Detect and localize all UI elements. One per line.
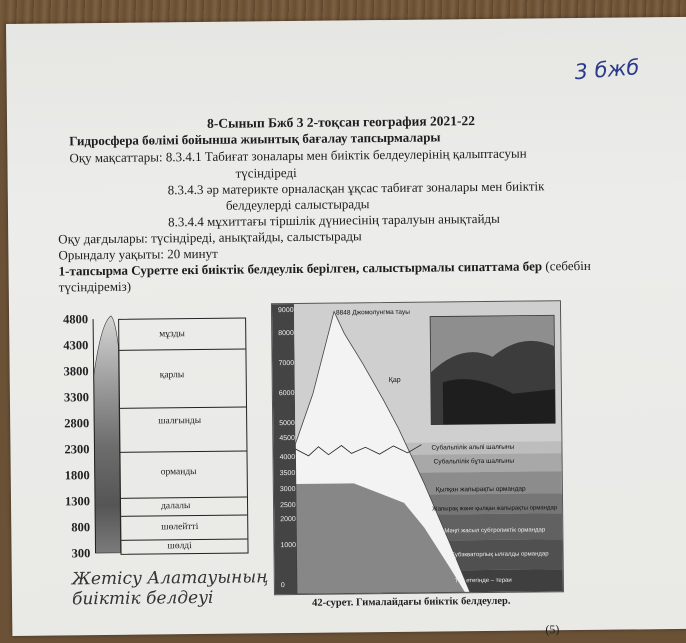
zone-row — [119, 349, 246, 408]
axis-tick: 7000 — [278, 360, 295, 368]
zone-label: далалы — [161, 501, 191, 512]
himalaya-diagram — [272, 301, 563, 594]
zone-label: Тау етегінде – тераи — [454, 577, 512, 585]
zone-row — [119, 319, 245, 350]
time-line: Орындалу уақыты: 20 минут — [58, 245, 218, 263]
zone-label: Қылқан жапырақты ормандар — [435, 485, 526, 494]
zone-label: Жапырақ және қылқан жапырақты ормандар — [432, 505, 558, 513]
peak-label: 8848 Джомолунгма тауы — [336, 308, 410, 317]
zhetysu-caption — [72, 567, 269, 609]
axis-tick: 1300 — [64, 494, 91, 509]
objective-item: 8.3.4.4 мұхиттағы тіршілік дүниесінің таралуын анықтайды — [168, 210, 500, 230]
task-1-line-2: түсіндіреміз) — [58, 278, 132, 295]
axis-tick: 0 — [280, 582, 285, 590]
caption-line: биіктік белдеуі — [71, 587, 214, 610]
axis-tick: 2300 — [64, 442, 90, 457]
zone-row — [121, 497, 247, 516]
objective-item: 8.3.4.1 Табиғат зоналары мен биіктік белдеулерінің қалыптасуын — [165, 145, 527, 165]
axis-tick: 2500 — [280, 501, 296, 510]
axis-tick: 6000 — [278, 389, 295, 398]
zone-label: орманды — [160, 467, 197, 478]
objective-item: түсіндіреді — [235, 164, 297, 181]
axis-tick: 2800 — [64, 416, 90, 431]
axis-tick: 3000 — [279, 485, 296, 494]
zone-row — [121, 539, 247, 554]
handwritten-note: 3 бжб — [573, 55, 641, 85]
task-1-bold: 1-тапсырма Суретте екі биіктік белдеулік берілген, салыстырмалы сипаттама бер — [58, 258, 543, 279]
zone-label: шөлді — [167, 541, 192, 552]
snow-label: Қар — [388, 376, 401, 385]
zone-label: қарлы — [159, 370, 185, 381]
axis-tick: 4500 — [279, 434, 295, 443]
himalaya-caption: 42-сурет. Гималайдағы биіктік белдеулер. — [312, 595, 511, 609]
zone-label: Мәңгі жасыл субтропиктік ормандар — [444, 527, 546, 535]
zone-label: Субальпілік бұта шалғыны — [433, 457, 515, 466]
axis-tick: 5000 — [279, 419, 295, 428]
zone-table — [118, 318, 248, 555]
zone-label: Субэкваторлық ылғалды ормандар — [450, 551, 549, 559]
axis-tick: 300 — [71, 546, 91, 561]
axis-tick: 3500 — [279, 469, 296, 478]
skills-line: Оқу дағдылары: түсіндіреді, анықтайды, салыстырады — [58, 228, 362, 247]
axis-tick: 2000 — [280, 515, 296, 524]
zone-row — [120, 407, 246, 452]
himalaya-altitude-figure — [271, 300, 564, 595]
zone-label: мұзды — [159, 329, 185, 340]
zhetysu-altitude-figure — [49, 304, 252, 566]
zone-label: шалғынды — [158, 415, 202, 427]
axis-tick: 800 — [71, 520, 91, 535]
objective-item: 8.3.4.3 әр материкте орналасқан ұқсас табиғат зоналары мен биіктік — [167, 178, 545, 198]
page-score: (5) — [545, 622, 560, 637]
axis-tick: 3300 — [63, 390, 89, 405]
axis-tick: 4000 — [279, 453, 296, 462]
zone-label: Субальпілік альпі шалғыны — [431, 443, 515, 452]
zone-row — [121, 515, 247, 540]
axis-tick: 4800 — [63, 312, 89, 327]
axis-tick: 9000 — [277, 307, 294, 315]
worksheet-page — [6, 17, 686, 636]
axis-tick: 1000 — [280, 541, 297, 550]
objectives-line-1 — [69, 146, 526, 167]
axis-tick: 1800 — [64, 468, 90, 483]
worksheet-subtitle: Гидросфера бөлімі бойынша жиынтық бағалау тапсырмалары — [69, 129, 441, 149]
axis-tick: 4300 — [63, 338, 89, 353]
zone-row — [120, 451, 246, 498]
worksheet-title: 8-Сынып Бжб 3 2-тоқсан география 2021-22 — [206, 113, 476, 131]
axis-tick: 8000 — [278, 330, 294, 338]
objective-item: белдеулерді салыстырады — [225, 196, 370, 213]
axis-tick: 3800 — [63, 364, 89, 379]
task-1-note: (себебін — [542, 257, 591, 274]
zone-label: шөлейтті — [161, 522, 199, 533]
caption-line: Жетісу Алатауының — [71, 567, 269, 590]
objectives-label: Оқу мақсаттары: — [69, 149, 163, 166]
